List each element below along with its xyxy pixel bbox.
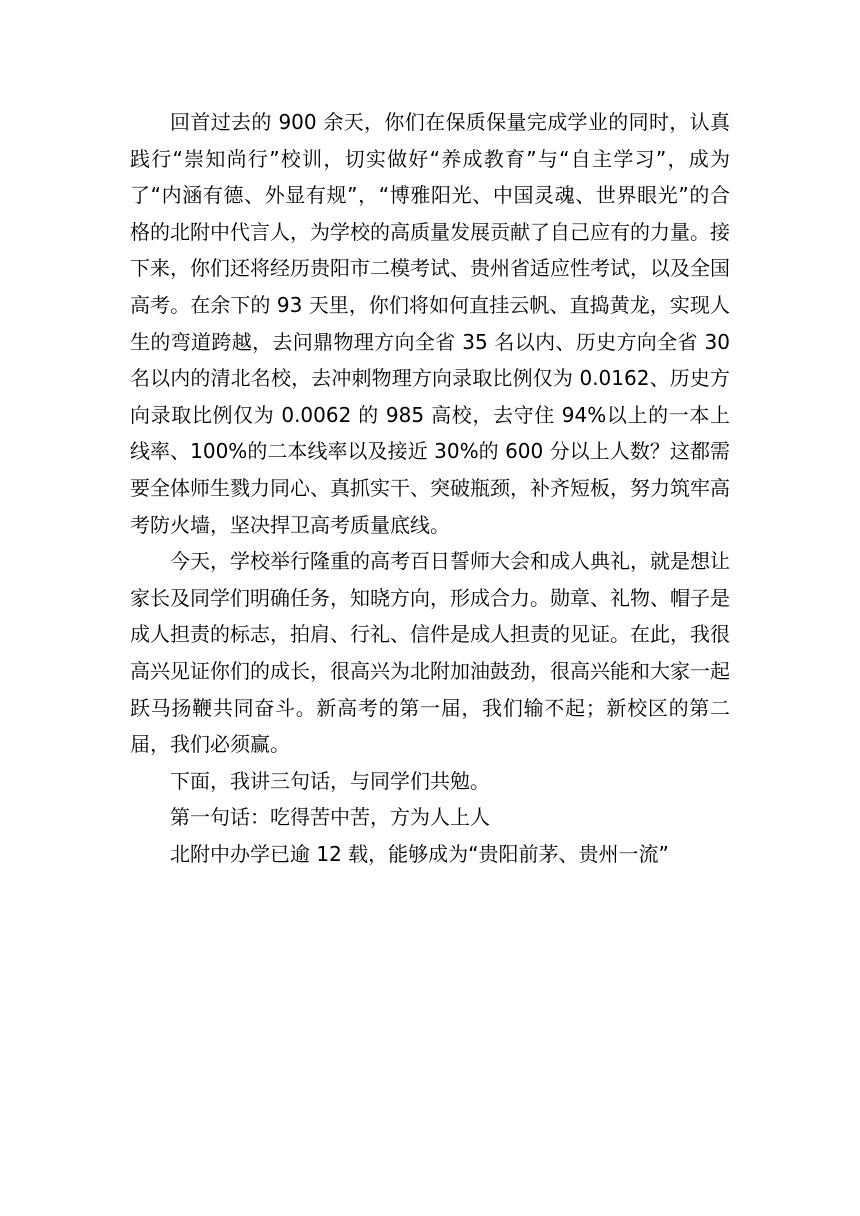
paragraph-ceremony: 今天，学校举行隆重的高考百日誓师大会和成人典礼，就是想让家长及同学们明确任务，知晓方向，形成合力。勋章、礼物、帽子是成人担责的标志，拍肩、行礼、信件是成人担责的见证。在此，我很高兴见证你们的成长，很高兴为北附加油鼓劲，很高兴能和大家一起跃马扬鞭共同奋斗。新高考的第一届，我们输不起；新校区的第二届，我们必须赢。 (130, 549, 730, 757)
paragraph-intro: 下面，我讲三句话，与同学们共勉。 (170, 768, 490, 793)
section-heading-first: 第一句话：吃得苦中苦，方为人上人 (170, 805, 490, 830)
paragraph-review: 回首过去的 900 余天，你们在保质保量完成学业的同时，认真践行“崇知尚行”校训，切实做好“养成教育”与“自主学习”，成为了“内涵有德、外显有规”，“博雅阳光、中国灵魂、世界眼光”的合格的北附中代言人，为学校的高质量发展贡献了自己应有的力量。接下来，你们还将经历贵阳市二模考试、贵州省适应性考试，以及全国高考。在余下的 93 天里，你们将如何直挂云帆、直捣黄龙，实现人生的弯道跨越，去问鼎物理方向全省 35 名以内、历史方向全省 30 名以内的清北名校，去冲刺物理方向录取比例仅为 0.0162、历史方向录取比例仅为 0.0062 的 985 高校，去守住 94%以上的一本上线率、100%的二本线率以及接近 30%的 600 分以上人数？这都需要全体师生戮力同心、真抓实干、突破瓶颈，补齐短板，努力筑牢高考防火墙，坚决捍卫高考质量底线。 (130, 110, 730, 537)
paragraph-school-history: 北附中办学已逾 12 载，能够成为“贵阳前茅、贵州一流” (170, 841, 669, 866)
document-body (130, 104, 730, 872)
